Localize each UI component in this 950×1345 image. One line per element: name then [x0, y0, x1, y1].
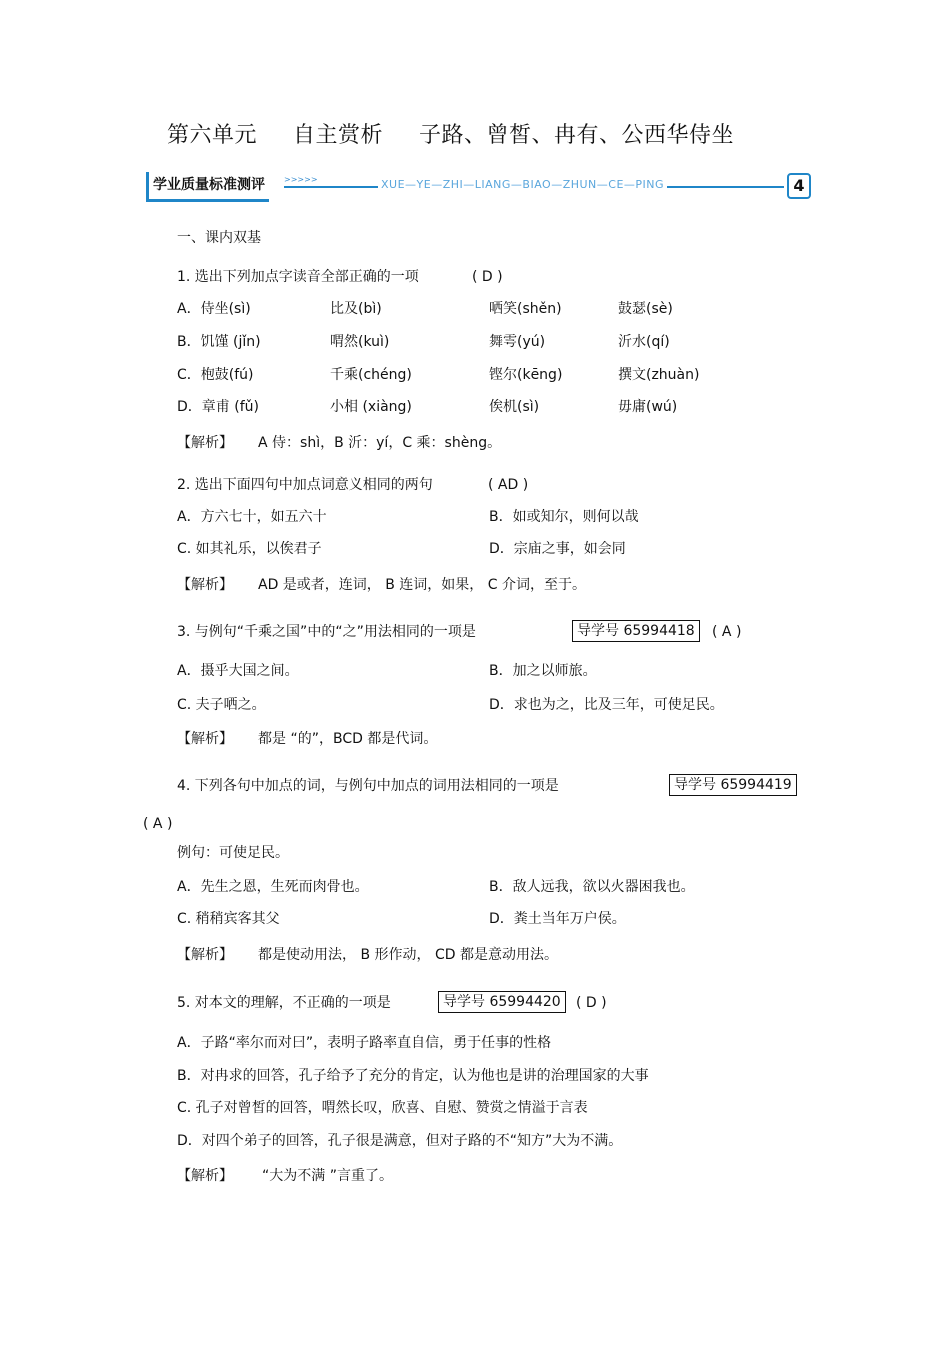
- q5-option-c: C. 孔子对曾皙的回答，喟然长叹，欣喜、自慰、赞赏之情溢于言表: [177, 1100, 588, 1116]
- q1-c-3: 铿尔(kēng): [489, 367, 563, 383]
- q1-b-3: 舞雩(yú): [489, 334, 546, 350]
- q5-answer: ( D ): [576, 995, 607, 1011]
- q3-answer: ( A ): [712, 624, 742, 640]
- page-title: [167, 118, 734, 149]
- q1-a-1: A．侍坐(sì): [177, 301, 251, 317]
- q5-option-b: B．对冉求的回答，孔子给予了充分的肯定，认为他也是讲的治理国家的大事: [177, 1068, 649, 1084]
- q3-option-b: B．加之以师旅。: [489, 663, 597, 679]
- q1-d-3: 俟机(sì): [489, 399, 540, 415]
- q1-answer: ( D ): [472, 269, 503, 285]
- q3-analysis: 都是 “的”，BCD 都是代词。: [258, 731, 438, 747]
- q4-stem: 4. 下列各句中加点的词，与例句中加点的词用法相同的一项是: [177, 778, 559, 794]
- q4-option-b: B．敌人远我，欲以火器困我也。: [489, 879, 695, 895]
- q5-option-a: A．子路“率尔而对曰”，表明子路率直自信，勇于任事的性格: [177, 1035, 552, 1051]
- q2-option-d: D．宗庙之事，如会同: [489, 541, 626, 557]
- q2-option-a: A．方六七十，如五六十: [177, 509, 327, 525]
- q1-c-4: 撰文(zhuàn): [618, 367, 700, 383]
- q5-analysis: “大为不满 ”言重了。: [262, 1168, 393, 1184]
- q1-b-2: 喟然(kuì): [330, 334, 390, 350]
- q1-analysis-label: 【解析】: [177, 435, 233, 451]
- q1-b-1: B．饥馑 (jǐn): [177, 334, 261, 350]
- q1-a-4: 鼓瑟(sè): [618, 301, 673, 317]
- q5-stem: 5. 对本文的理解，不正确的一项是: [177, 995, 391, 1011]
- q3-guide-number: 导学号 65994418: [572, 620, 700, 642]
- q3-analysis-label: 【解析】: [177, 731, 233, 747]
- q1-stem: 1. 选出下列加点字读音全部正确的一项: [177, 269, 419, 285]
- q3-option-a: A．摄乎大国之间。: [177, 663, 299, 679]
- q2-analysis-label: 【解析】: [177, 577, 233, 593]
- banner-arrows: >>>>>: [284, 175, 318, 184]
- q4-option-d: D．粪土当年万户侯。: [489, 911, 626, 927]
- q1-d-4: 毋庸(wú): [618, 399, 678, 415]
- q4-option-a: A．先生之恩，生死而肉骨也。: [177, 879, 369, 895]
- q4-analysis-label: 【解析】: [177, 947, 233, 963]
- section-title: 自主赏析: [293, 123, 384, 148]
- q5-analysis-label: 【解析】: [177, 1168, 233, 1184]
- q1-c-2: 千乘(chéng): [330, 367, 412, 383]
- banner-label: 学业质量标准测评: [146, 172, 269, 202]
- section-heading: 一、课内双基: [177, 230, 261, 246]
- q1-a-2: 比及(bì): [330, 301, 382, 317]
- banner-pinyin: XUE—YE—ZHI—LIANG—BIAO—ZHUN—CE—PING: [378, 178, 667, 191]
- q2-analysis: AD 是或者，连词， B 连词，如果， C 介词，至于。: [258, 577, 586, 593]
- section-banner: [146, 170, 813, 201]
- unit-title: 第六单元: [167, 123, 258, 148]
- q2-option-c: C. 如其礼乐，以俟君子: [177, 541, 322, 557]
- q2-stem: 2. 选出下面四句中加点词意义相同的两句: [177, 477, 433, 493]
- q4-example: 例句：可使足民。: [177, 845, 289, 861]
- lesson-title: 子路、曾皙、冉有、公西华侍坐: [419, 123, 735, 148]
- q3-option-c: C. 夫子哂之。: [177, 697, 266, 713]
- q3-stem: 3. 与例句“千乘之国”中的“之”用法相同的一项是: [177, 624, 476, 640]
- q1-a-3: 哂笑(shěn): [489, 301, 562, 317]
- q4-guide-number: 导学号 65994419: [669, 774, 797, 796]
- q4-analysis: 都是使动用法， B 形作动， CD 都是意动用法。: [258, 947, 558, 963]
- q1-d-2: 小相 (xiàng): [330, 399, 412, 415]
- q2-option-b: B．如或知尔，则何以哉: [489, 509, 639, 525]
- q4-option-c: C. 稍稍宾客其父: [177, 911, 280, 927]
- q3-option-d: D．求也为之，比及三年，可使足民。: [489, 697, 724, 713]
- q5-guide-number: 导学号 65994420: [438, 991, 566, 1013]
- q5-option-d: D．对四个弟子的回答，孔子很是满意，但对子路的不“知方”大为不满。: [177, 1133, 623, 1149]
- q2-answer: ( AD ): [488, 477, 529, 493]
- q1-d-1: D．章甫 (fǔ): [177, 399, 259, 415]
- q1-b-4: 沂水(qí): [618, 334, 670, 350]
- q1-analysis: A 侍：shì，B 沂：yí，C 乘：shèng。: [258, 435, 502, 451]
- q4-answer: ( A ): [143, 816, 173, 832]
- q1-c-1: C．枹鼓(fú): [177, 367, 254, 383]
- banner-number: 4: [787, 173, 811, 199]
